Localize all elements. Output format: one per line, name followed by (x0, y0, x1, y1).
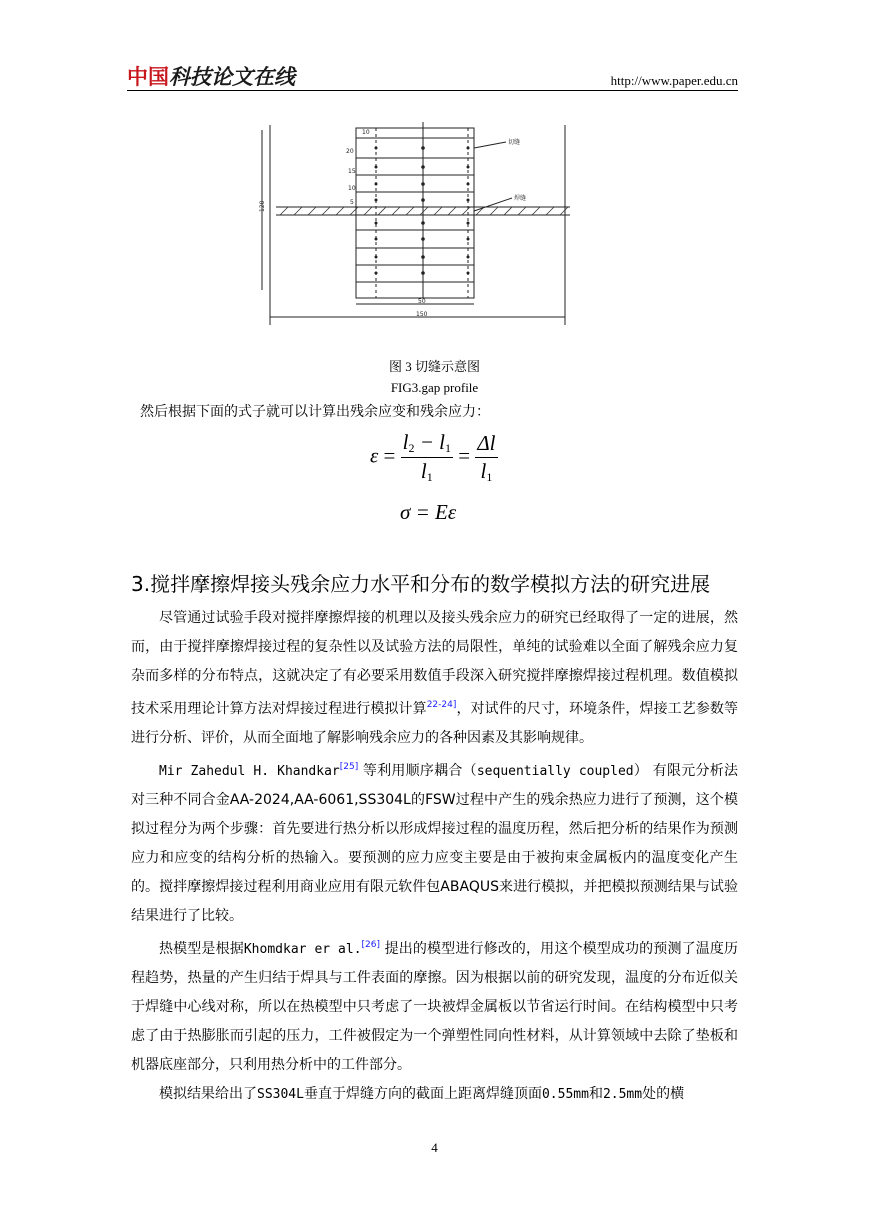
intro-line: 然后根据下面的式子就可以计算出残余应变和残余应力： (140, 404, 490, 420)
cut-block (356, 128, 474, 298)
body-text (131, 604, 738, 1109)
cut-label: 切缝 (508, 139, 521, 146)
paragraph-4: 模拟结果给出了SS304L垂直于焊缝方向的截面上距离焊缝顶面0.55mm和2.5mm处的横 (159, 1086, 685, 1102)
dim-5-label: 5 (350, 199, 354, 206)
header-url: http://www.paper.edu.cn (610, 73, 738, 88)
stress-equation: σ = Eε (400, 500, 457, 524)
page-number: 4 (431, 1140, 438, 1155)
dim-10b-label: 10 (348, 185, 356, 192)
strain-equation: ε = $\frac{l_2 - l_1}{l_1}$ = $\frac{\Delta l}{l_1}$ (370, 430, 496, 484)
gap-profile-figure (258, 120, 578, 330)
dim-15-label: 15 (348, 168, 356, 175)
header-rule (127, 90, 738, 91)
dim-10-label: 10 (362, 129, 370, 136)
dim-50-label: 50 (418, 298, 426, 305)
paragraph-2: Mir Zahedul H. Khandkar[25] 等利用顺序耦合（sequentially coupled） 有限元分析法对三种不同合金AA-2024,AA-6061,SS304L的FSW过程中产生的残余热应力进行了预测，这个模拟过程分为两个步骤：首先要进行热分析以形成焊接过程的温度历程，然后把分析的结果作为预测应力和应变的结构分析的热输入。要预测的应力应变主要是由于被拘束金属板内的温度变化产生的。搅拌摩擦焊接过程利用商业应用有限元软件包ABAQUS来进行模拟，并把模拟预测结果与试验结果进行了比较。 (131, 762, 738, 924)
paragraph-3: 热模型是根据Khomdkar er al.[26] 提出的模型进行修改的，用这个模型成功的预测了温度历程趋势，热量的产生归结于焊具与工件表面的摩擦。因为根据以前的研究发现，温度的分布近似关于焊缝中心线对称，所以在热模型中只考虑了一块被焊金属板以节省运行时间。在结构模型中只考虑了由于热膨胀而引起的压力，工件被假定为一个弹塑性同向性材料，从计算领域中去除了垫板和机器底座部分，只利用热分析中的工件部分。 (131, 940, 739, 1073)
citation-26[interactable]: [26] (361, 940, 381, 950)
logo-dark-text: 科技论文在线 (169, 65, 295, 89)
dim-20-label: 20 (346, 148, 354, 155)
citation-25[interactable]: [25] (339, 762, 359, 772)
weld-label: 焊缝 (514, 195, 527, 202)
eq-eps: ε (370, 443, 379, 468)
dim-150-label: 150 (416, 311, 428, 318)
paragraph-1: 尽管通过试验手段对搅拌摩擦焊接的机理以及接头残余应力的研究已经取得了一定的进展，然而，由于搅拌摩擦焊接过程的复杂性以及试验方法的局限性，单纯的试验难以全面了解残余应力复杂而多样的分布特点，这就决定了有必要采用数值手段深入研究搅拌摩擦焊接过程机理。数值模拟技术采用理论计算方法对焊接过程进行模拟计算$^{22-24]}$，对试件的尺寸，环境条件，焊接工艺参数等进行分析、评价，从而全面地了解影响残余应力的各种因素及其影响规律。 (131, 610, 738, 746)
section-heading: 3.搅拌摩擦焊接头残余应力水平和分布的数学模拟方法的研究进展 (131, 572, 711, 596)
site-logo (127, 62, 295, 90)
citation-22-24[interactable]: 22-24] (426, 700, 457, 710)
figure-caption-en: FIG3.gap profile (390, 380, 479, 395)
eq-delta-l: Δl (475, 431, 497, 458)
figure-caption-cn: 图 3 切缝示意图 (388, 359, 480, 374)
logo-red-text: 中国 (127, 65, 169, 89)
dim-120-label: 120 (259, 200, 266, 212)
